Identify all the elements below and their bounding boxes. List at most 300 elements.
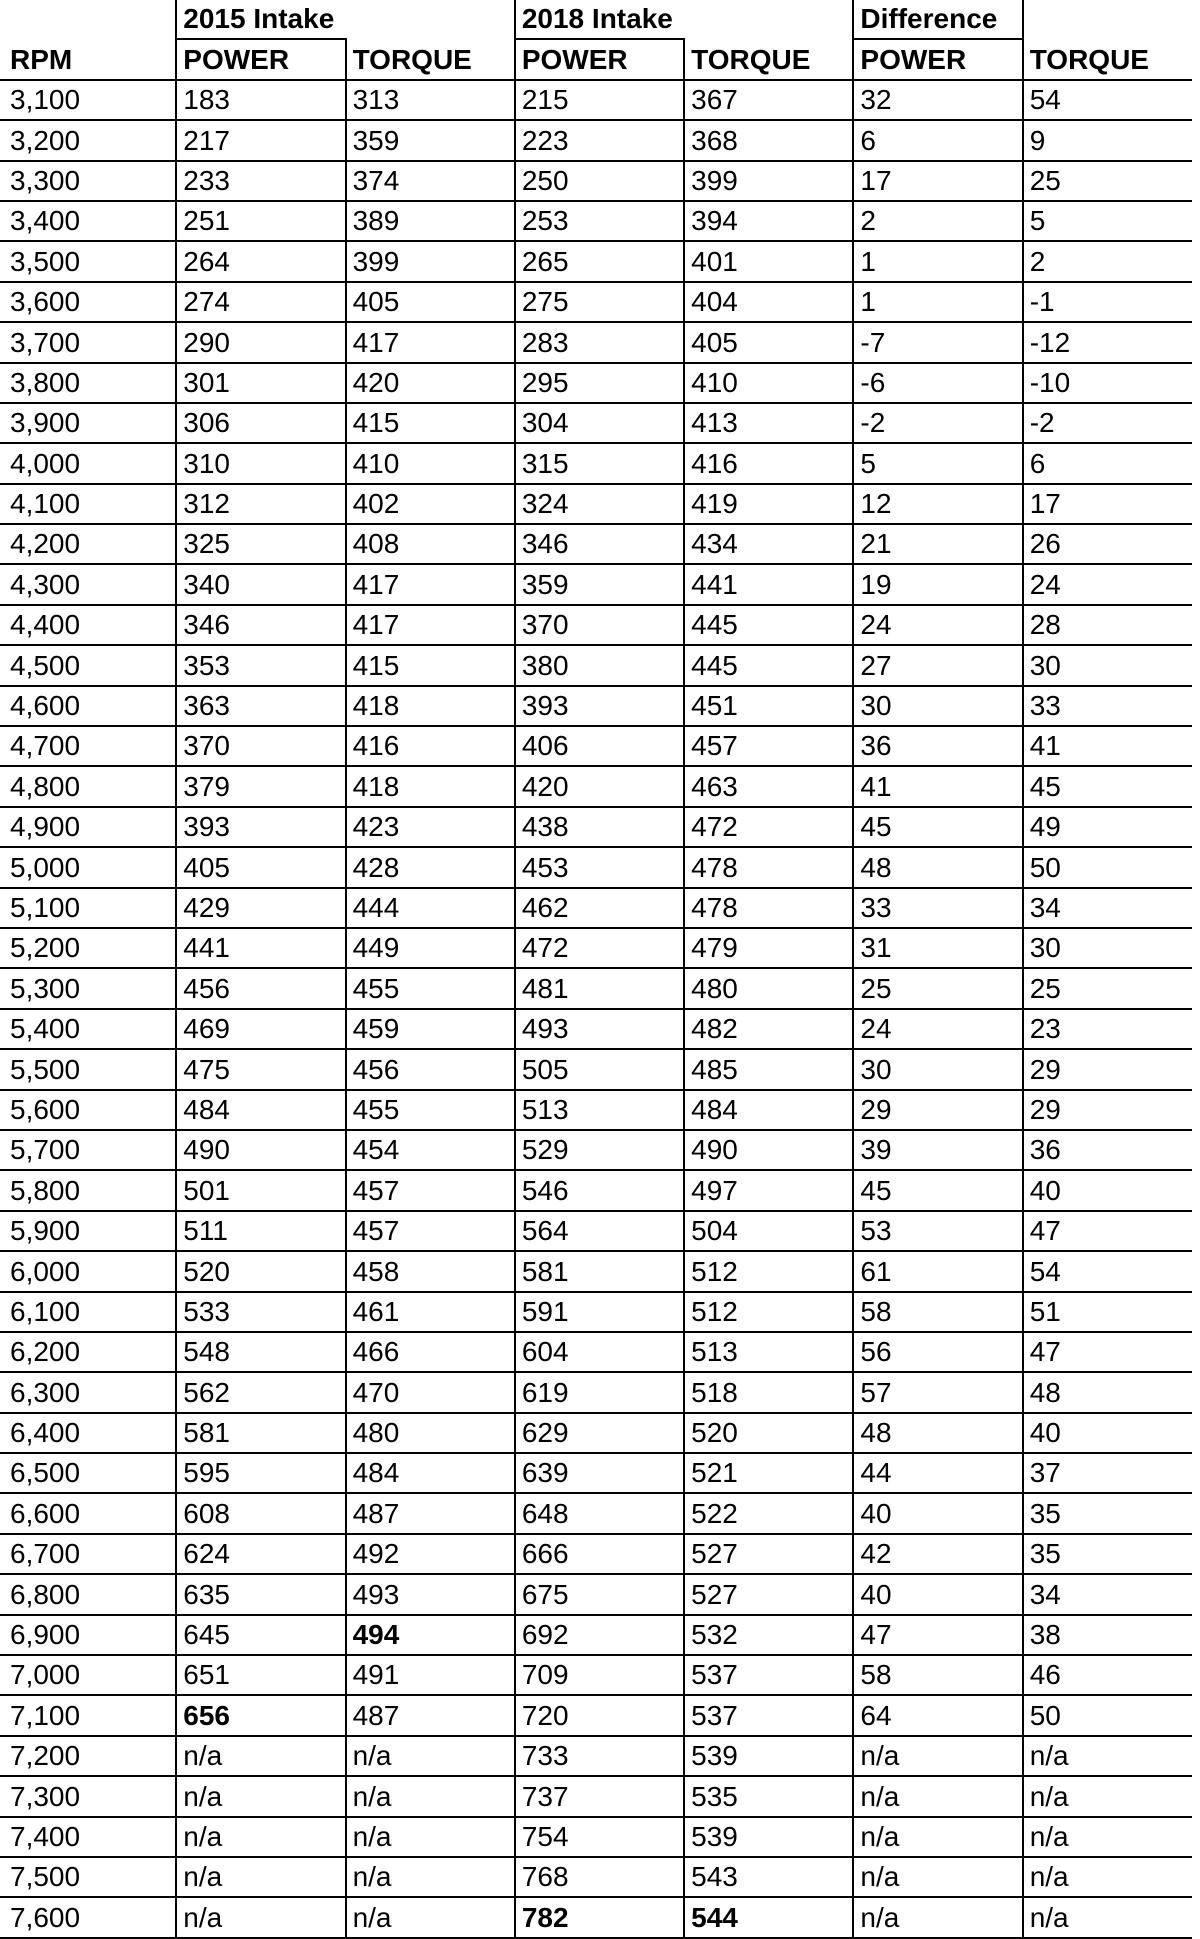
rpm-cell: 5,300 (0, 968, 176, 1008)
table-row (0, 1534, 1192, 1574)
power-2015-cell: 469 (176, 1009, 345, 1049)
table-row (0, 1413, 1192, 1453)
power-2015-cell: 233 (176, 161, 345, 201)
power-2018-cell: 692 (515, 1615, 684, 1655)
rpm-cell: 3,500 (0, 241, 176, 281)
rpm-cell: 7,500 (0, 1857, 176, 1897)
rpm-cell: 7,300 (0, 1776, 176, 1816)
power-2015-cell: 379 (176, 766, 345, 806)
rpm-cell: 3,100 (0, 80, 176, 120)
table-row (0, 363, 1192, 403)
rpm-cell: 5,600 (0, 1090, 176, 1130)
torque-2015-cell: 457 (346, 1211, 515, 1251)
torque-2015-cell: n/a (346, 1817, 515, 1857)
power-2018-cell: 346 (515, 524, 684, 564)
torque-difference-cell: 24 (1023, 564, 1192, 604)
torque-difference-cell: 40 (1023, 1413, 1192, 1453)
torque-2018-cell: 497 (684, 1170, 853, 1210)
torque-difference-cell: 37 (1023, 1453, 1192, 1493)
rpm-cell: 4,800 (0, 766, 176, 806)
torque-difference-cell: 17 (1023, 484, 1192, 524)
torque-2018-cell: 478 (684, 847, 853, 887)
power-2018-cell: 462 (515, 888, 684, 928)
group-header-blank (1023, 0, 1192, 39)
torque-2018-cell: 537 (684, 1695, 853, 1735)
table-row (0, 1695, 1192, 1735)
torque-difference-cell: n/a (1023, 1897, 1192, 1937)
power-2015-cell: 301 (176, 363, 345, 403)
power-2015-cell: 635 (176, 1574, 345, 1614)
power-2018-cell: 453 (515, 847, 684, 887)
power-2018-cell: 629 (515, 1413, 684, 1453)
torque-2018-cell: 539 (684, 1736, 853, 1776)
torque-2018-cell: 485 (684, 1049, 853, 1089)
rpm-cell: 4,600 (0, 686, 176, 726)
power-2015-cell: 363 (176, 686, 345, 726)
torque-2018-cell: 535 (684, 1776, 853, 1816)
torque-2015-cell: 484 (346, 1453, 515, 1493)
power-2018-cell: 275 (515, 282, 684, 322)
power-difference-cell: 56 (853, 1332, 1022, 1372)
power-2015-cell: 310 (176, 443, 345, 483)
table-body (0, 80, 1192, 1938)
power-2018-cell: 754 (515, 1817, 684, 1857)
power-2018-cell: 393 (515, 686, 684, 726)
table-row (0, 1776, 1192, 1816)
torque-2018-cell: 518 (684, 1372, 853, 1412)
power-difference-cell: 21 (853, 524, 1022, 564)
power-2018-cell: 709 (515, 1655, 684, 1695)
power-2015-cell: n/a (176, 1897, 345, 1937)
torque-2018-cell: 512 (684, 1251, 853, 1291)
rpm-cell: 3,800 (0, 363, 176, 403)
torque-2018-cell: 527 (684, 1574, 853, 1614)
power-2018-cell: 253 (515, 201, 684, 241)
power-difference-cell: 19 (853, 564, 1022, 604)
torque-difference-cell: 26 (1023, 524, 1192, 564)
torque-2018-cell: 416 (684, 443, 853, 483)
rpm-cell: 4,900 (0, 807, 176, 847)
rpm-cell: 5,200 (0, 928, 176, 968)
power-2015-cell: 312 (176, 484, 345, 524)
torque-2018-cell: 543 (684, 1857, 853, 1897)
power-2015-cell: n/a (176, 1817, 345, 1857)
power-2015-cell: 405 (176, 847, 345, 887)
power-difference-cell: 33 (853, 888, 1022, 928)
torque-2015-cell: n/a (346, 1736, 515, 1776)
torque-2015-cell: 408 (346, 524, 515, 564)
rpm-cell: 7,000 (0, 1655, 176, 1695)
power-2018-cell: 406 (515, 726, 684, 766)
power-difference-cell: 5 (853, 443, 1022, 483)
torque-2018-cell: 419 (684, 484, 853, 524)
power-2015-cell: 520 (176, 1251, 345, 1291)
torque-2015-cell: 418 (346, 766, 515, 806)
power-difference-cell: 32 (853, 80, 1022, 120)
table-row (0, 1372, 1192, 1412)
power-2015-cell: n/a (176, 1776, 345, 1816)
torque-difference-cell: 28 (1023, 605, 1192, 645)
torque-2018-cell: 445 (684, 605, 853, 645)
power-difference-cell: 27 (853, 645, 1022, 685)
power-2015-cell: 651 (176, 1655, 345, 1695)
power-difference-cell: -6 (853, 363, 1022, 403)
power-difference-cell: 45 (853, 1170, 1022, 1210)
torque-difference-cell: 49 (1023, 807, 1192, 847)
power-difference-cell: n/a (853, 1776, 1022, 1816)
column-header-difference-torque: TORQUE (1023, 39, 1192, 79)
power-2015-cell: 656 (176, 1695, 345, 1735)
torque-difference-cell: 29 (1023, 1090, 1192, 1130)
rpm-cell: 6,400 (0, 1413, 176, 1453)
table-row (0, 605, 1192, 645)
rpm-cell: 5,500 (0, 1049, 176, 1089)
torque-difference-cell: 5 (1023, 201, 1192, 241)
power-2018-cell: 438 (515, 807, 684, 847)
torque-2015-cell: 458 (346, 1251, 515, 1291)
power-2015-cell: 456 (176, 968, 345, 1008)
power-2015-cell: 501 (176, 1170, 345, 1210)
torque-2015-cell: 487 (346, 1493, 515, 1533)
torque-2018-cell: 368 (684, 120, 853, 160)
power-difference-cell: 6 (853, 120, 1022, 160)
torque-2015-cell: 420 (346, 363, 515, 403)
torque-difference-cell: 25 (1023, 968, 1192, 1008)
power-difference-cell: 53 (853, 1211, 1022, 1251)
group-header-blank (346, 0, 515, 39)
group-header-blank (684, 0, 853, 39)
torque-2018-cell: 410 (684, 363, 853, 403)
torque-difference-cell: 40 (1023, 1170, 1192, 1210)
table-row (0, 1211, 1192, 1251)
power-2015-cell: 306 (176, 403, 345, 443)
rpm-cell: 3,600 (0, 282, 176, 322)
rpm-cell: 6,200 (0, 1332, 176, 1372)
power-2018-cell: 472 (515, 928, 684, 968)
column-header-difference-power: POWER (853, 39, 1022, 79)
torque-2015-cell: 415 (346, 403, 515, 443)
table-row (0, 1817, 1192, 1857)
table-row (0, 282, 1192, 322)
power-difference-cell: 1 (853, 282, 1022, 322)
power-difference-cell: n/a (853, 1736, 1022, 1776)
table-row (0, 645, 1192, 685)
rpm-cell: 4,700 (0, 726, 176, 766)
torque-2018-cell: 441 (684, 564, 853, 604)
torque-2018-cell: 404 (684, 282, 853, 322)
table-row (0, 1574, 1192, 1614)
table-row (0, 1736, 1192, 1776)
table-row (0, 322, 1192, 362)
group-header-difference: Difference (853, 0, 1022, 39)
power-difference-cell: 48 (853, 847, 1022, 887)
power-2015-cell: n/a (176, 1857, 345, 1897)
torque-2018-cell: 399 (684, 161, 853, 201)
torque-2015-cell: 493 (346, 1574, 515, 1614)
torque-difference-cell: 47 (1023, 1211, 1192, 1251)
power-2018-cell: 359 (515, 564, 684, 604)
power-2018-cell: 215 (515, 80, 684, 120)
table-row (0, 80, 1192, 120)
torque-difference-cell: 51 (1023, 1292, 1192, 1332)
power-2015-cell: 533 (176, 1292, 345, 1332)
torque-2015-cell: n/a (346, 1776, 515, 1816)
power-difference-cell: 1 (853, 241, 1022, 281)
torque-difference-cell: 54 (1023, 80, 1192, 120)
power-difference-cell: -2 (853, 403, 1022, 443)
group-header-2018-intake: 2018 Intake (515, 0, 684, 39)
torque-2018-cell: 457 (684, 726, 853, 766)
power-difference-cell: n/a (853, 1897, 1022, 1937)
power-difference-cell: 36 (853, 726, 1022, 766)
torque-difference-cell: -10 (1023, 363, 1192, 403)
power-difference-cell: 25 (853, 968, 1022, 1008)
power-2018-cell: 737 (515, 1776, 684, 1816)
torque-2018-cell: 532 (684, 1615, 853, 1655)
power-difference-cell: 48 (853, 1413, 1022, 1453)
column-header-2018-torque: TORQUE (684, 39, 853, 79)
table-row (0, 928, 1192, 968)
table-row (0, 766, 1192, 806)
rpm-cell: 5,700 (0, 1130, 176, 1170)
power-difference-cell: 42 (853, 1534, 1022, 1574)
table-row (0, 564, 1192, 604)
power-difference-cell: 29 (853, 1090, 1022, 1130)
torque-2018-cell: 512 (684, 1292, 853, 1332)
rpm-cell: 6,100 (0, 1292, 176, 1332)
power-2018-cell: 324 (515, 484, 684, 524)
torque-2018-cell: 445 (684, 645, 853, 685)
torque-2018-cell: 413 (684, 403, 853, 443)
torque-2015-cell: 466 (346, 1332, 515, 1372)
table-row (0, 1170, 1192, 1210)
torque-2015-cell: 374 (346, 161, 515, 201)
torque-2018-cell: 479 (684, 928, 853, 968)
power-2015-cell: 624 (176, 1534, 345, 1574)
rpm-cell: 5,100 (0, 888, 176, 928)
column-header-rpm: RPM (0, 39, 176, 79)
table-row (0, 1292, 1192, 1332)
power-2018-cell: 666 (515, 1534, 684, 1574)
power-difference-cell: 58 (853, 1655, 1022, 1695)
torque-difference-cell: 30 (1023, 928, 1192, 968)
torque-difference-cell: 41 (1023, 726, 1192, 766)
power-2018-cell: 513 (515, 1090, 684, 1130)
torque-2018-cell: 434 (684, 524, 853, 564)
rpm-cell: 5,800 (0, 1170, 176, 1210)
power-difference-cell: 41 (853, 766, 1022, 806)
rpm-cell: 4,200 (0, 524, 176, 564)
torque-2015-cell: 449 (346, 928, 515, 968)
power-2015-cell: 346 (176, 605, 345, 645)
torque-2015-cell: n/a (346, 1897, 515, 1937)
torque-2015-cell: 399 (346, 241, 515, 281)
power-2018-cell: 304 (515, 403, 684, 443)
power-2015-cell: 183 (176, 80, 345, 120)
torque-2015-cell: 455 (346, 968, 515, 1008)
column-header-2015-power: POWER (176, 39, 345, 79)
power-2018-cell: 315 (515, 443, 684, 483)
torque-difference-cell: n/a (1023, 1736, 1192, 1776)
torque-2015-cell: 417 (346, 605, 515, 645)
power-2015-cell: 274 (176, 282, 345, 322)
power-2015-cell: 429 (176, 888, 345, 928)
torque-difference-cell: 2 (1023, 241, 1192, 281)
torque-2015-cell: 423 (346, 807, 515, 847)
torque-difference-cell: 33 (1023, 686, 1192, 726)
torque-2015-cell: 480 (346, 1413, 515, 1453)
power-difference-cell: 57 (853, 1372, 1022, 1412)
power-difference-cell: 12 (853, 484, 1022, 524)
power-difference-cell: n/a (853, 1817, 1022, 1857)
torque-2018-cell: 504 (684, 1211, 853, 1251)
torque-difference-cell: n/a (1023, 1857, 1192, 1897)
table-row (0, 403, 1192, 443)
power-2018-cell: 604 (515, 1332, 684, 1372)
table-row (0, 1009, 1192, 1049)
torque-difference-cell: 35 (1023, 1493, 1192, 1533)
power-2015-cell: 581 (176, 1413, 345, 1453)
table-row (0, 443, 1192, 483)
power-difference-cell: 40 (853, 1574, 1022, 1614)
column-header-row (0, 39, 1192, 79)
torque-difference-cell: 54 (1023, 1251, 1192, 1291)
torque-difference-cell: 34 (1023, 888, 1192, 928)
table-row (0, 1130, 1192, 1170)
torque-difference-cell: 48 (1023, 1372, 1192, 1412)
table-row (0, 1897, 1192, 1937)
table-row (0, 968, 1192, 1008)
table-row (0, 120, 1192, 160)
rpm-cell: 6,700 (0, 1534, 176, 1574)
power-2015-cell: 490 (176, 1130, 345, 1170)
power-2018-cell: 619 (515, 1372, 684, 1412)
table-row (0, 241, 1192, 281)
torque-2015-cell: 461 (346, 1292, 515, 1332)
power-difference-cell: 30 (853, 1049, 1022, 1089)
torque-2015-cell: 402 (346, 484, 515, 524)
power-2015-cell: 645 (176, 1615, 345, 1655)
torque-2015-cell: 410 (346, 443, 515, 483)
torque-2015-cell: 359 (346, 120, 515, 160)
torque-2018-cell: 482 (684, 1009, 853, 1049)
rpm-cell: 6,800 (0, 1574, 176, 1614)
torque-2018-cell: 472 (684, 807, 853, 847)
power-2018-cell: 295 (515, 363, 684, 403)
torque-difference-cell: 23 (1023, 1009, 1192, 1049)
rpm-cell: 4,300 (0, 564, 176, 604)
torque-difference-cell: 50 (1023, 1695, 1192, 1735)
torque-2018-cell: 405 (684, 322, 853, 362)
rpm-cell: 3,700 (0, 322, 176, 362)
torque-2018-cell: 513 (684, 1332, 853, 1372)
torque-2015-cell: 405 (346, 282, 515, 322)
power-2018-cell: 564 (515, 1211, 684, 1251)
torque-2018-cell: 520 (684, 1413, 853, 1453)
power-2015-cell: 562 (176, 1372, 345, 1412)
torque-2018-cell: 401 (684, 241, 853, 281)
torque-2018-cell: 478 (684, 888, 853, 928)
torque-2015-cell: 494 (346, 1615, 515, 1655)
power-2015-cell: 484 (176, 1090, 345, 1130)
torque-2018-cell: 394 (684, 201, 853, 241)
power-2018-cell: 720 (515, 1695, 684, 1735)
rpm-cell: 5,000 (0, 847, 176, 887)
torque-2018-cell: 527 (684, 1534, 853, 1574)
power-2018-cell: 529 (515, 1130, 684, 1170)
torque-difference-cell: -2 (1023, 403, 1192, 443)
power-2018-cell: 481 (515, 968, 684, 1008)
torque-2015-cell: 457 (346, 1170, 515, 1210)
table-row (0, 484, 1192, 524)
power-2018-cell: 591 (515, 1292, 684, 1332)
power-difference-cell: 39 (853, 1130, 1022, 1170)
torque-2015-cell: 456 (346, 1049, 515, 1089)
column-header-2015-torque: TORQUE (346, 39, 515, 79)
power-2018-cell: 265 (515, 241, 684, 281)
power-2018-cell: 283 (515, 322, 684, 362)
power-difference-cell: 24 (853, 605, 1022, 645)
torque-2015-cell: 417 (346, 322, 515, 362)
table-row (0, 1090, 1192, 1130)
rpm-cell: 3,400 (0, 201, 176, 241)
power-2018-cell: 223 (515, 120, 684, 160)
torque-difference-cell: 30 (1023, 645, 1192, 685)
table-row (0, 1857, 1192, 1897)
torque-2015-cell: 444 (346, 888, 515, 928)
torque-2015-cell: 416 (346, 726, 515, 766)
power-2015-cell: 251 (176, 201, 345, 241)
torque-2018-cell: 451 (684, 686, 853, 726)
power-2015-cell: 290 (176, 322, 345, 362)
power-difference-cell: 47 (853, 1615, 1022, 1655)
torque-2018-cell: 521 (684, 1453, 853, 1493)
power-2015-cell: 608 (176, 1493, 345, 1533)
torque-2015-cell: 455 (346, 1090, 515, 1130)
torque-2015-cell: n/a (346, 1857, 515, 1897)
power-difference-cell: 64 (853, 1695, 1022, 1735)
torque-2015-cell: 470 (346, 1372, 515, 1412)
rpm-cell: 7,400 (0, 1817, 176, 1857)
table-row (0, 1332, 1192, 1372)
power-2015-cell: 264 (176, 241, 345, 281)
torque-difference-cell: 47 (1023, 1332, 1192, 1372)
power-difference-cell: 40 (853, 1493, 1022, 1533)
power-2015-cell: 475 (176, 1049, 345, 1089)
power-difference-cell: 44 (853, 1453, 1022, 1493)
table-row (0, 1453, 1192, 1493)
rpm-cell: 7,200 (0, 1736, 176, 1776)
table-row (0, 1655, 1192, 1695)
power-2018-cell: 733 (515, 1736, 684, 1776)
table-row (0, 1251, 1192, 1291)
power-2018-cell: 768 (515, 1857, 684, 1897)
rpm-cell: 6,500 (0, 1453, 176, 1493)
power-2018-cell: 380 (515, 645, 684, 685)
power-2015-cell: 370 (176, 726, 345, 766)
table-row (0, 726, 1192, 766)
power-2015-cell: n/a (176, 1736, 345, 1776)
power-2018-cell: 505 (515, 1049, 684, 1089)
power-2015-cell: 511 (176, 1211, 345, 1251)
torque-difference-cell: 25 (1023, 161, 1192, 201)
table-row (0, 847, 1192, 887)
torque-difference-cell: 29 (1023, 1049, 1192, 1089)
torque-difference-cell: 45 (1023, 766, 1192, 806)
torque-2018-cell: 367 (684, 80, 853, 120)
torque-2015-cell: 487 (346, 1695, 515, 1735)
torque-2018-cell: 544 (684, 1897, 853, 1937)
